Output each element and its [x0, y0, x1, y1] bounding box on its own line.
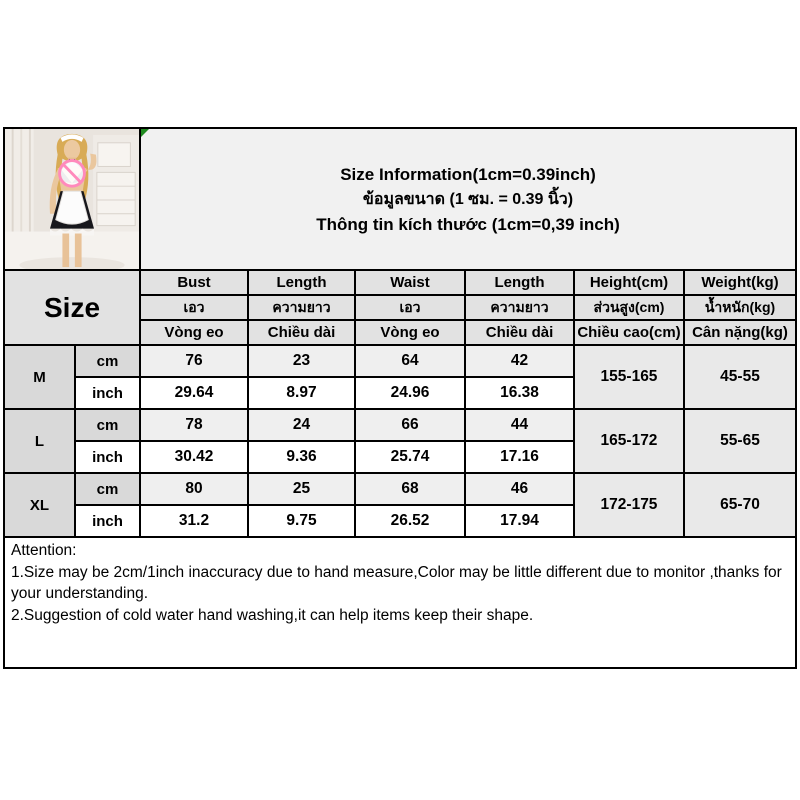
cell-xl-length2-cm: 46 — [466, 474, 575, 506]
col-header-weight-th: น้ำหนัก(kg) — [685, 296, 795, 321]
cell-xl-length2-inch: 17.94 — [466, 506, 575, 538]
unit-label-m-cm: cm — [76, 346, 141, 378]
attention-note — [5, 538, 795, 667]
cell-m-length2-inch: 16.38 — [466, 378, 575, 410]
col-header-length1-en: Length — [249, 271, 356, 296]
size-information-title-block — [141, 129, 795, 271]
cell-xl-height: 172-175 — [575, 474, 685, 538]
cell-m-weight: 45-55 — [685, 346, 795, 410]
product-photo — [5, 129, 141, 271]
cell-xl-length1-inch: 9.75 — [249, 506, 356, 538]
unit-label-m-inch: inch — [76, 378, 141, 410]
cell-l-waist-cm: 66 — [356, 410, 466, 442]
cell-m-waist-inch: 24.96 — [356, 378, 466, 410]
title-vietnamese: Thông tin kích thước (1cm=0,39 inch) — [316, 214, 620, 234]
unit-label-xl-inch: inch — [76, 506, 141, 538]
col-header-length1-th: ความยาว — [249, 296, 356, 321]
col-header-length2-vi: Chiều dài — [466, 321, 575, 346]
col-header-weight-en: Weight(kg) — [685, 271, 795, 296]
cell-xl-bust-cm: 80 — [141, 474, 249, 506]
col-header-bust-vi: Vòng eo — [141, 321, 249, 346]
censored-icon — [60, 161, 85, 187]
cell-m-height: 155-165 — [575, 346, 685, 410]
cell-m-waist-cm: 64 — [356, 346, 466, 378]
cell-l-waist-inch: 25.74 — [356, 442, 466, 474]
col-header-length1-vi: Chiều dài — [249, 321, 356, 346]
cell-l-length1-inch: 9.36 — [249, 442, 356, 474]
cell-m-length1-inch: 8.97 — [249, 378, 356, 410]
attention-heading: Attention: — [11, 542, 77, 559]
cell-m-length2-cm: 42 — [466, 346, 575, 378]
cell-corner-marker-icon — [141, 129, 149, 137]
size-chart-sheet — [3, 127, 797, 669]
cell-xl-bust-inch: 31.2 — [141, 506, 249, 538]
col-header-height-vi: Chiều cao(cm) — [575, 321, 685, 346]
col-header-weight-vi: Cân nặng(kg) — [685, 321, 795, 346]
cell-m-bust-inch: 29.64 — [141, 378, 249, 410]
cell-l-length2-cm: 44 — [466, 410, 575, 442]
col-header-waist-th: เอว — [356, 296, 466, 321]
col-header-length2-th: ความยาว — [466, 296, 575, 321]
col-header-height-th: ส่วนสูง(cm) — [575, 296, 685, 321]
col-header-length2-en: Length — [466, 271, 575, 296]
cell-m-bust-cm: 76 — [141, 346, 249, 378]
cell-xl-waist-inch: 26.52 — [356, 506, 466, 538]
maid-costume-model-illustration — [5, 129, 139, 269]
col-header-bust-th: เอว — [141, 296, 249, 321]
col-header-waist-vi: Vòng eo — [356, 321, 466, 346]
col-header-height-en: Height(cm) — [575, 271, 685, 296]
unit-label-l-inch: inch — [76, 442, 141, 474]
title-english: Size Information(1cm=0.39inch) — [340, 164, 596, 184]
cell-l-length2-inch: 17.16 — [466, 442, 575, 474]
row-label-l: L — [5, 410, 76, 474]
attention-line-1: 1.Size may be 2cm/1inch inaccuracy due to hand measure,Color may be little different due to monitor ,thanks for your understanding. — [11, 563, 782, 602]
cell-m-length1-cm: 23 — [249, 346, 356, 378]
size-header-label: Size — [5, 271, 141, 346]
cell-l-bust-cm: 78 — [141, 410, 249, 442]
col-header-bust-en: Bust — [141, 271, 249, 296]
cell-l-length1-cm: 24 — [249, 410, 356, 442]
row-label-m: M — [5, 346, 76, 410]
cell-l-weight: 55-65 — [685, 410, 795, 474]
cell-xl-weight: 65-70 — [685, 474, 795, 538]
col-header-waist-en: Waist — [356, 271, 466, 296]
title-thai: ข้อมูลขนาด (1 ซม. = 0.39 นิ้ว) — [362, 190, 574, 208]
unit-label-l-cm: cm — [76, 410, 141, 442]
unit-label-xl-cm: cm — [76, 474, 141, 506]
cell-l-height: 165-172 — [575, 410, 685, 474]
row-label-xl: XL — [5, 474, 76, 538]
attention-line-2: 2.Suggestion of cold water hand washing,it can help items keep their shape. — [11, 606, 534, 624]
cell-xl-length1-cm: 25 — [249, 474, 356, 506]
cell-xl-waist-cm: 68 — [356, 474, 466, 506]
cell-l-bust-inch: 30.42 — [141, 442, 249, 474]
